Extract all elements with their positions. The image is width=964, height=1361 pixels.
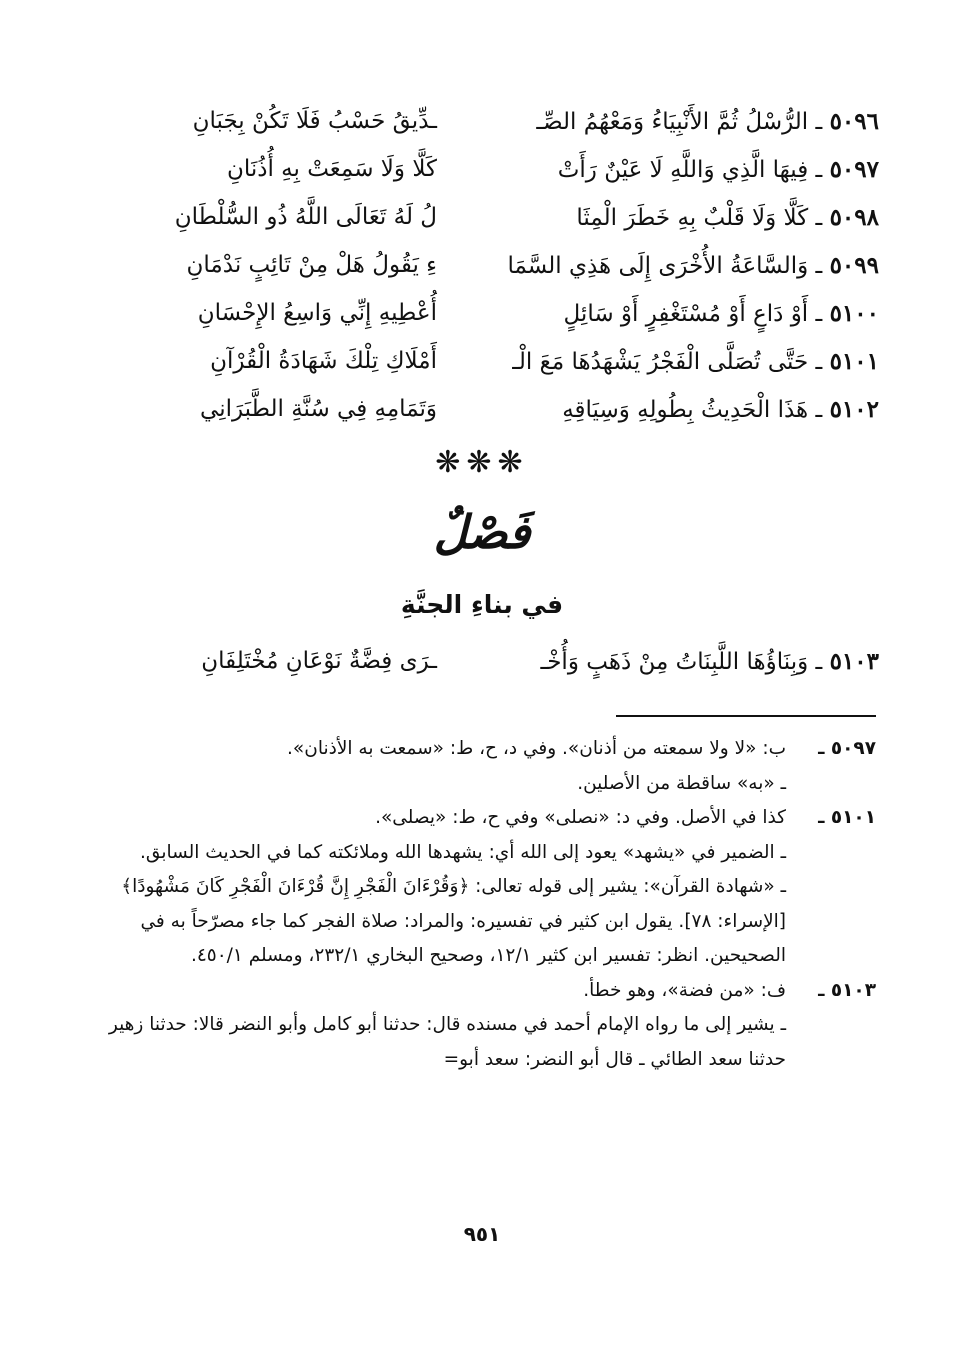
footnote-text: ـ يشير إلى ما رواه الإمام أحمد في مسنده قال: حدثنا أبو كامل وأبو النضر قالا: حدثنا زهير حدثنا سعد الطائي ـ قال أبو النضر: سعد أبو= bbox=[108, 1014, 786, 1070]
footnote-text: ب: «لا ولا سمعته من أذنان». وفي د، ح، ط: «سمعت به الأذنان». bbox=[287, 738, 786, 759]
verse-first-hemistich: ٥١٠٢ ـ هَذَا الْحَدِيثُ بِطُولِهِ وَسِيَاقِهِ bbox=[562, 396, 879, 423]
verse-second-hemistich: لُ لَهُ تَعَالَى اللَّهُ ذُو السُّلْطَانِ bbox=[174, 204, 437, 230]
verse-sadr-text: فِيهَا الَّذِي وَاللَّهِ لَا عَيْنٌ رَأَتْ bbox=[557, 157, 809, 183]
verse-sadr-text: أَوْ دَاعٍ أَوْ مُسْتَغْفِرٍ أَوْ سَائِلٍ bbox=[563, 301, 809, 327]
section-subtitle: في بناءِ الجنَّةِ bbox=[400, 590, 564, 619]
footnote-item bbox=[86, 1008, 876, 1077]
footnote-item bbox=[86, 732, 876, 767]
footnote-item bbox=[86, 801, 876, 836]
page-number: ٩٥١ bbox=[463, 1222, 501, 1246]
verse-sadr-text: وَالسَّاعَةُ الأُخْرَى إِلَى هَذِي السَّمَا bbox=[507, 253, 809, 279]
verse-first-hemistich: ٥١٠٠ ـ أَوْ دَاعٍ أَوْ مُسْتَغْفِرٍ أَوْ سَائِلٍ bbox=[563, 300, 879, 327]
verse-first-hemistich: ٥١٠١ ـ حَتَّى تُصَلَّى الْفَجْرُ يَشْهَدُهَا مَعَ الْـ bbox=[512, 348, 879, 375]
footnote-number: ٥٠٩٧ ـ bbox=[818, 738, 876, 759]
verse-sadr-text: هَذَا الْحَدِيثُ بِطُولِهِ وَسِيَاقِهِ bbox=[562, 397, 809, 423]
verse-5098 bbox=[79, 196, 879, 244]
footnote-text: كذا في الأصل. وفي د: «نصلى» وفي ح، ط: «يصلى». bbox=[375, 807, 786, 828]
verse-number: ٥٠٩٩ bbox=[829, 252, 879, 279]
footnotes bbox=[86, 732, 876, 1077]
verse-sadr-text: حَتَّى تُصَلَّى الْفَجْرُ يَشْهَدُهَا مَعَ الْـ bbox=[512, 349, 809, 375]
verse-first-hemistich: ٥٠٩٧ ـ فِيهَا الَّذِي وَاللَّهِ لَا عَيْنٌ رَأَتْ bbox=[557, 156, 879, 183]
footnote-text: ـ الضمير في «يشهد» يعود إلى الله أي: يشهدها الله وملائكته كما في الحديث السابق. bbox=[140, 841, 786, 863]
verse-first-hemistich: ٥١٠٣ ـ وَبِنَاؤُهَا اللَّبِنَاتُ مِنْ ذَهَبٍ وَأُخْـ bbox=[540, 648, 879, 675]
verse-sadr-text: كَلَّا وَلَا قَلْبٌ بِهِ خَطَرَ الْمِثَا bbox=[576, 205, 809, 231]
verse-5102 bbox=[79, 388, 879, 436]
footnote-number: ٥١٠٣ ـ bbox=[818, 979, 876, 1001]
footnote-item bbox=[86, 974, 876, 1009]
verse-sadr-text: وَبِنَاؤُهَا اللَّبِنَاتُ مِنْ ذَهَبٍ وَأُخْـ bbox=[540, 649, 809, 675]
verse-number: ٥١٠٣ bbox=[829, 648, 879, 675]
verse-first-hemistich: ٥٠٩٩ ـ وَالسَّاعَةُ الأُخْرَى إِلَى هَذِي السَّمَا bbox=[507, 252, 879, 279]
verse-second-hemistich: أُعْطِيهِ إِنِّي وَاسِعُ الإِحْسَانِ bbox=[197, 300, 437, 326]
verse-number: ٥٠٩٦ bbox=[829, 108, 879, 135]
verse-5096 bbox=[79, 100, 879, 148]
section-separator: ❋❋❋ bbox=[435, 445, 529, 480]
verse-sadr-text: الرُّسْلُ ثُمَّ الأَنْبِيَاءُ وَمَعْهُمُ الصِّـ bbox=[536, 109, 809, 135]
footnote-text: ف: «من فضة»، وهو خطأ. bbox=[583, 979, 786, 1001]
verse-5097 bbox=[79, 148, 879, 196]
footnote-number: ٥١٠١ ـ bbox=[818, 807, 876, 828]
verse-5099 bbox=[79, 244, 879, 292]
verse-number: ٥١٠٢ bbox=[829, 396, 879, 423]
verse-number: ٥٠٩٨ bbox=[829, 204, 879, 231]
verse-5100 bbox=[79, 292, 879, 340]
footnote-divider bbox=[616, 715, 876, 717]
verse-second-hemistich: ءِ يَقُولُ هَلْ مِنْ تَائِبٍ نَدْمَانِ bbox=[186, 252, 437, 278]
footnote-item bbox=[86, 870, 876, 974]
verse-second-hemistich: كَلَّا وَلَا سَمِعَتْ بِهِ أُذُنَانِ bbox=[226, 156, 437, 182]
verse-first-hemistich: ٥٠٩٨ ـ كَلَّا وَلَا قَلْبٌ بِهِ خَطَرَ الْمِثَا bbox=[576, 204, 879, 231]
verses-block bbox=[79, 100, 879, 436]
verse-first-hemistich: ٥٠٩٦ ـ الرُّسْلُ ثُمَّ الأَنْبِيَاءُ وَمَعْهُمُ الصِّـ bbox=[536, 108, 879, 135]
footnote-item bbox=[86, 767, 876, 802]
footnote-text: ـ «به» ساقطة من الأصلين. bbox=[577, 772, 786, 794]
verse-5101 bbox=[79, 340, 879, 388]
section-title: فَصْلٌ bbox=[433, 505, 531, 559]
verse-second-hemistich: ـرَى فِضَّةٌ نَوْعَانِ مُخْتَلِفَانِ bbox=[201, 648, 437, 674]
verse-5103 bbox=[79, 640, 879, 688]
footnote-item bbox=[86, 836, 876, 871]
verse-number: ٥١٠٠ bbox=[829, 300, 879, 327]
verse-number: ٥٠٩٧ bbox=[829, 156, 879, 183]
footnote-text: ـ «شهادة القرآن»: يشير إلى قوله تعالى: ﴿وَقُرْءَانَ الْفَجْرِ إِنَّ قُرْءَانَ الْفَجْرِ كَانَ مَشْهُودًا﴾ [الإسراء: ٧٨]. يقول ابن كثير في تفسيره: والمراد: صلاة الفجر كما جاء مصرّحاً به في الصحيحين. انظر: تفسير ابن كثير ١٢/١، وصحيح البخاري ٢٣٢/١، ومسلم ٤٥٠/١. bbox=[121, 876, 786, 966]
verse-second-hemistich: وَتَمَامِهِ فِي سُنَّةِ الطَّبَرَانِي bbox=[200, 396, 437, 422]
verse-second-hemistich: أَمْلَاكِ تِلْكَ شَهَادَةُ الْقُرْآنِ bbox=[210, 348, 437, 374]
verse-second-hemistich: ـدِّيقُ حَسْبُ فَلَا تَكُنْ بِجَبَانِ bbox=[192, 108, 437, 134]
verse-number: ٥١٠١ bbox=[829, 348, 879, 375]
